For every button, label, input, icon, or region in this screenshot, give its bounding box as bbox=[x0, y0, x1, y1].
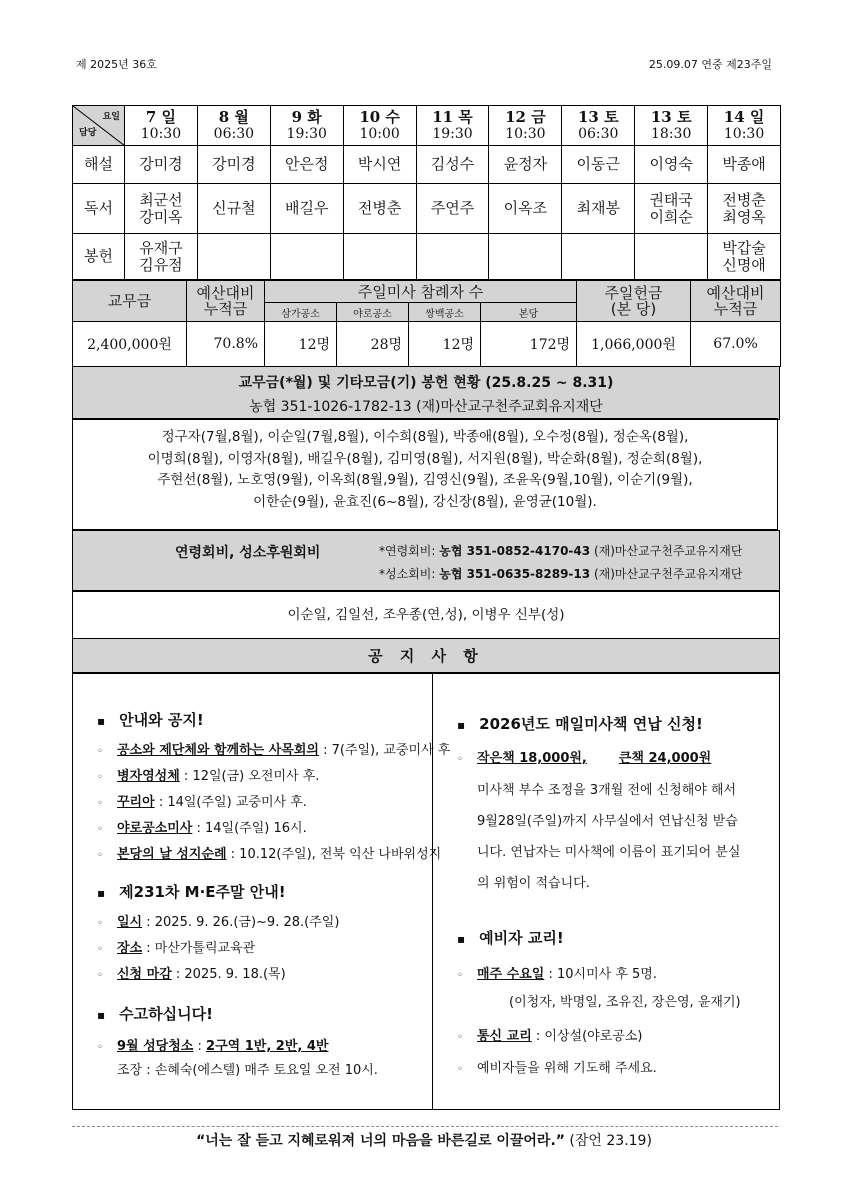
missal-price: ◦ 작은책 18,000원, 큰책 24,000원 bbox=[457, 751, 712, 766]
attendance-header: 주일미사 참례자 수 bbox=[265, 281, 577, 303]
schedule-cell: 권태국 이희순 bbox=[635, 184, 708, 234]
offering-header: 주일헌금 (본 당) bbox=[577, 281, 691, 322]
day-header: 8 월 06:30 bbox=[197, 106, 270, 146]
schedule-cell: 배길우 bbox=[270, 184, 343, 234]
notice-item: ◦ 예비자들을 위해 기도해 주세요. bbox=[457, 1061, 657, 1076]
schedule-cell: 주연주 bbox=[416, 184, 489, 234]
schedule-cell: 이옥조 bbox=[489, 184, 562, 234]
vocation-fee-account: *성소회비: 농협 351-0635-8289-13 (재)마산교구천주교유지재단 bbox=[379, 567, 743, 581]
day-header: 10 수 10:00 bbox=[343, 106, 416, 146]
notice-title: 공 지 사 항 bbox=[72, 638, 780, 674]
day-header: 11 목 19:30 bbox=[416, 106, 489, 146]
notice-paragraph: 미사책 부수 조정을 3개월 전에 신청해야 해서 bbox=[477, 783, 737, 798]
day-header: 13 토 18:30 bbox=[635, 106, 708, 146]
notice-item: ◦ 야로공소미사 : 14일(주일) 16시. bbox=[97, 821, 307, 836]
schedule-cell: 박갑술 신명애 bbox=[708, 234, 781, 280]
role-offering: 봉헌 bbox=[73, 234, 125, 280]
schedule-cell: 전병춘 bbox=[343, 184, 416, 234]
notice-paragraph: 9월28일(주일)까지 사무실에서 연납신청 받습 bbox=[477, 814, 738, 829]
donor-line: 정구자(7월,8월), 이순일(7월,8월), 이수희(8월), 박종애(8월), 오수정(8월), 정순옥(8월), bbox=[161, 429, 689, 445]
tithe-value: 2,400,000원 bbox=[73, 322, 187, 367]
notice-item: ◦ 본당의 날 성지순례 : 10.12(주일), 전북 익산 나바위성지 bbox=[97, 847, 442, 862]
budget-header-2: 예산대비 누적금 bbox=[691, 281, 781, 322]
duty-label: 담당 bbox=[79, 128, 97, 138]
schedule-cell-empty bbox=[562, 234, 635, 280]
attendance-value: 172명 bbox=[481, 322, 577, 367]
role-commentary: 해설 bbox=[73, 146, 125, 184]
schedule-cell: 최군선 강미옥 bbox=[125, 184, 198, 234]
notice-item: ◦ 장소 : 마산가톨릭교육관 bbox=[97, 941, 256, 956]
notice-section-title: ▪ 안내와 공지! bbox=[97, 709, 204, 730]
budget-value: 70.8% bbox=[187, 322, 265, 367]
donation-header bbox=[72, 366, 780, 420]
notice-paragraph: 의 위험이 적습니다. bbox=[477, 876, 590, 891]
notice-section-title: ▪ 2026년도 매일미사책 연납 신청! bbox=[457, 713, 703, 734]
donation-title: 교무금(*월) 및 기타모금(기) 봉헌 현황 (25.8.25 ~ 8.31) bbox=[238, 375, 614, 391]
schedule-corner-cell bbox=[73, 106, 125, 146]
membership-title: 연령회비, 성소후원회비 bbox=[175, 545, 321, 561]
schedule-cell-empty bbox=[416, 234, 489, 280]
day-header: 7 일 10:30 bbox=[125, 106, 198, 146]
schedule-cell: 이영숙 bbox=[635, 146, 708, 184]
finance-table bbox=[72, 280, 781, 367]
notice-item: ◦ 일시 : 2025. 9. 26.(금)~9. 28.(주일) bbox=[97, 915, 340, 930]
schedule-cell: 윤정자 bbox=[489, 146, 562, 184]
notice-section-title: ▪ 예비자 교리! bbox=[457, 927, 564, 948]
notice-item-detail: 조장 : 손혜숙(에스텔) 매주 토요일 오전 10시. bbox=[117, 1063, 378, 1078]
schedule-cell-empty bbox=[197, 234, 270, 280]
notice-paragraph: 니다. 연납자는 미사책에 이름이 표기되어 분실 bbox=[477, 845, 741, 860]
day-header: 12 금 10:30 bbox=[489, 106, 562, 146]
membership-names: 이순일, 김일선, 조우종(연,성), 이병우 신부(성) bbox=[72, 590, 780, 640]
funeral-fee-account: *연령회비: 농협 351-0852-4170-43 (재)마산교구천주교유지재단 bbox=[379, 544, 743, 558]
schedule-cell: 박종애 bbox=[708, 146, 781, 184]
schedule-cell: 강미경 bbox=[197, 146, 270, 184]
notice-item: ◦ 병자영성체 : 12일(금) 오전미사 후. bbox=[97, 769, 320, 784]
mass-schedule-table bbox=[72, 105, 781, 280]
attendance-value: 28명 bbox=[337, 322, 409, 367]
scripture-quote: “너는 잘 듣고 지혜로워져 너의 마음을 바른길로 이끌어라.” (잠언 23.19) bbox=[196, 1133, 652, 1149]
day-header: 9 화 19:30 bbox=[270, 106, 343, 146]
attendance-value: 12명 bbox=[265, 322, 337, 367]
attendance-sub-header: 야로공소 bbox=[337, 303, 409, 322]
schedule-cell: 유재구 김유점 bbox=[125, 234, 198, 280]
attendance-value: 12명 bbox=[409, 322, 481, 367]
schedule-cell: 김성수 bbox=[416, 146, 489, 184]
notice-item: ◦ 신청 마감 : 2025. 9. 18.(목) bbox=[97, 967, 286, 982]
schedule-cell: 최재봉 bbox=[562, 184, 635, 234]
bulletin-date: 25.09.07 연중 제23주일 bbox=[648, 58, 772, 71]
schedule-cell: 신규철 bbox=[197, 184, 270, 234]
weekday-label: 요일 bbox=[102, 112, 120, 122]
schedule-cell: 전병춘 최영옥 bbox=[708, 184, 781, 234]
notice-section-title: ▪ 제231차 M·E주말 안내! bbox=[97, 881, 286, 902]
notice-item: ◦ 꾸리아 : 14일(주일) 교중미사 후. bbox=[97, 795, 307, 810]
schedule-cell-empty bbox=[343, 234, 416, 280]
catechumen-names: (이청자, 박명일, 조유진, 장은영, 윤재기) bbox=[509, 995, 741, 1010]
notice-item: ◦ 매주 수요일 : 10시미사 후 5명. bbox=[457, 967, 657, 982]
attendance-sub-header: 본당 bbox=[481, 303, 577, 322]
offering-value: 1,066,000원 bbox=[577, 322, 691, 367]
donation-list bbox=[72, 418, 778, 530]
notice-item: ◦ 통신 교리 : 이상설(야로공소) bbox=[457, 1029, 643, 1044]
donation-account: 농협 351-1026-1782-13 (재)마산교구천주교회유지재단 bbox=[249, 399, 603, 415]
donor-line: 주현선(8월), 노호영(9월), 이옥희(8월,9월), 김영신(9월), 조윤옥(9월,10월), 이순기(9월), bbox=[157, 472, 693, 488]
tithe-header: 교무금 bbox=[73, 281, 187, 322]
notice-body bbox=[72, 672, 780, 1110]
budget-header: 예산대비 누적금 bbox=[187, 281, 265, 322]
day-header: 13 토 06:30 bbox=[562, 106, 635, 146]
schedule-cell: 안은정 bbox=[270, 146, 343, 184]
donor-line: 이명희(8월), 이영자(8월), 배길우(8월), 김미영(8월), 서지원(8월), 박순화(8월), 정순희(8월), bbox=[147, 450, 703, 467]
donor-line: 이한순(9월), 윤효진(6~8월), 강신장(8월), 윤영균(10월). bbox=[253, 493, 597, 510]
attendance-sub-header: 삼가공소 bbox=[265, 303, 337, 322]
membership-header bbox=[72, 530, 780, 592]
role-reading: 독서 bbox=[73, 184, 125, 234]
schedule-cell-empty bbox=[635, 234, 708, 280]
schedule-cell: 박시연 bbox=[343, 146, 416, 184]
attendance-sub-header: 쌍백공소 bbox=[409, 303, 481, 322]
schedule-cell-empty bbox=[489, 234, 562, 280]
schedule-cell-empty bbox=[270, 234, 343, 280]
footer-divider bbox=[72, 1126, 778, 1127]
notice-item: ◦ 9월 성당청소 : 2구역 1반, 2반, 4반 bbox=[97, 1039, 329, 1054]
day-header: 14 일 10:30 bbox=[708, 106, 781, 146]
schedule-cell: 강미경 bbox=[125, 146, 198, 184]
budget-value-2: 67.0% bbox=[691, 322, 781, 367]
schedule-cell: 이동근 bbox=[562, 146, 635, 184]
issue-number: 제 2025년 36호 bbox=[76, 58, 157, 71]
notice-section-title: ▪ 수고하십니다! bbox=[97, 1003, 213, 1024]
notice-item: ◦ 공소와 제단체와 함께하는 사목회의 : 7(주일), 교중미사 후 bbox=[97, 743, 451, 758]
